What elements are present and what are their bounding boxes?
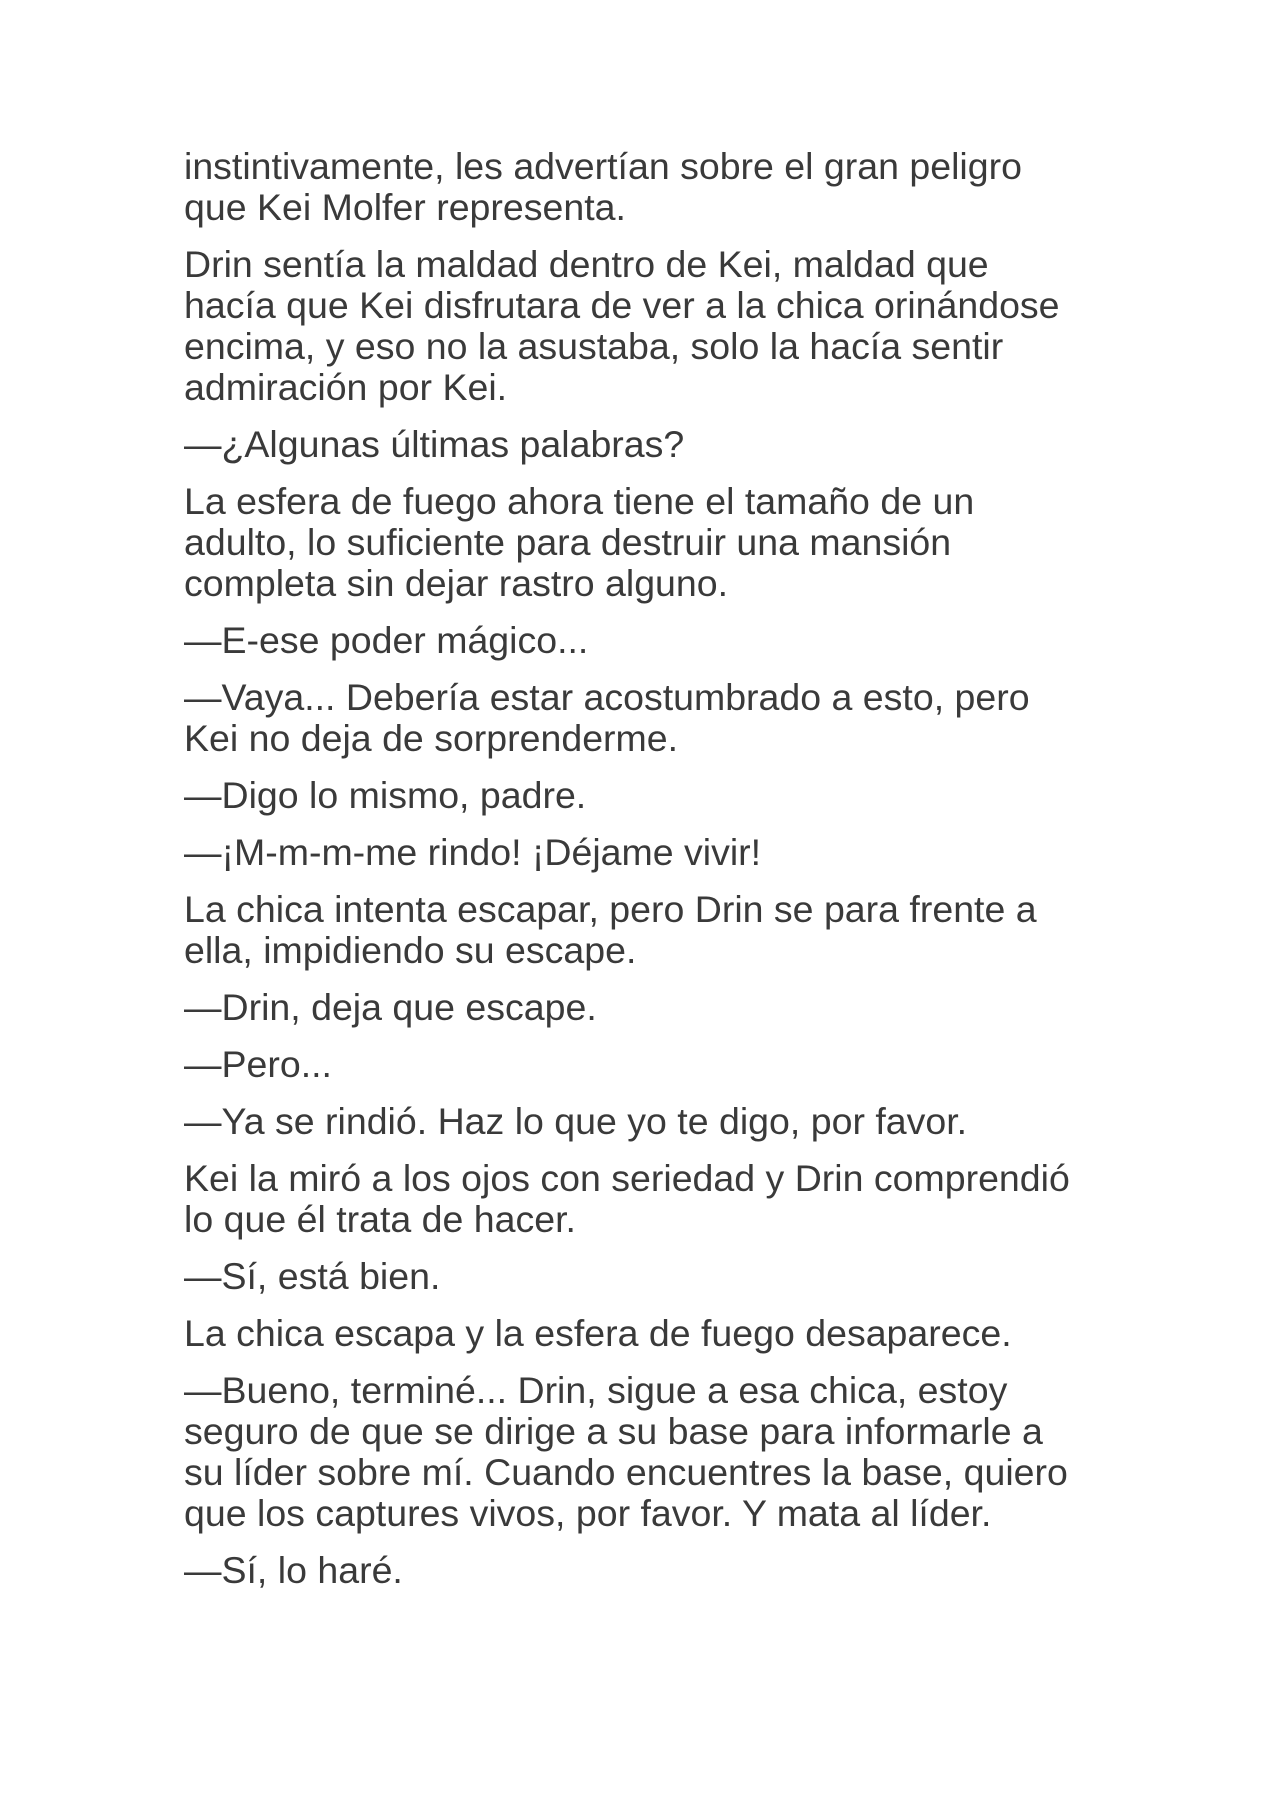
- paragraph: La chica escapa y la esfera de fuego desaparece.: [184, 1312, 1012, 1354]
- dialogue-line: —Ya se rindió. Haz lo que yo te digo, por favor.: [184, 1100, 968, 1142]
- paragraph: Kei la miró a los ojos con seriedad y Drin comprendió lo que él trata de hacer.: [184, 1157, 1070, 1240]
- dialogue-line: —¡M-m-m-me rindo! ¡Déjame vivir!: [184, 831, 762, 873]
- paragraph: instintivamente, les advertían sobre el gran peligro que Kei Molfer representa.: [184, 145, 1022, 228]
- dialogue-line: —Digo lo mismo, padre.: [184, 774, 587, 816]
- dialogue-line: —E-ese poder mágico...: [184, 619, 589, 661]
- dialogue-line: —Vaya... Debería estar acostumbrado a esto, pero Kei no deja de sorprenderme.: [184, 676, 1030, 759]
- dialogue-line: —Pero...: [184, 1043, 332, 1085]
- dialogue-line: —Drin, deja que escape.: [184, 986, 597, 1028]
- dialogue-line: —Sí, está bien.: [184, 1255, 441, 1297]
- paragraph: La esfera de fuego ahora tiene el tamaño de un adulto, lo suficiente para destruir una mansión completa sin dejar rastro alguno.: [184, 480, 975, 604]
- paragraph: Drin sentía la maldad dentro de Kei, maldad que hacía que Kei disfrutara de ver a la chica orinándose encima, y eso no la asustaba, solo la hacía sentir admiración por Kei.: [184, 243, 1060, 408]
- dialogue-line: —Sí, lo haré.: [184, 1549, 403, 1591]
- paragraph: La chica intenta escapar, pero Drin se para frente a ella, impidiendo su escape.: [184, 888, 1037, 971]
- dialogue-line: —Bueno, terminé... Drin, sigue a esa chica, estoy seguro de que se dirige a su base para informarle a su líder sobre mí. Cuando encuentres la base, quiero que los captures vivos, por favor. Y mata al líder.: [184, 1369, 1068, 1534]
- body-text: [184, 146, 1124, 1607]
- dialogue-line: —¿Algunas últimas palabras?: [184, 423, 685, 465]
